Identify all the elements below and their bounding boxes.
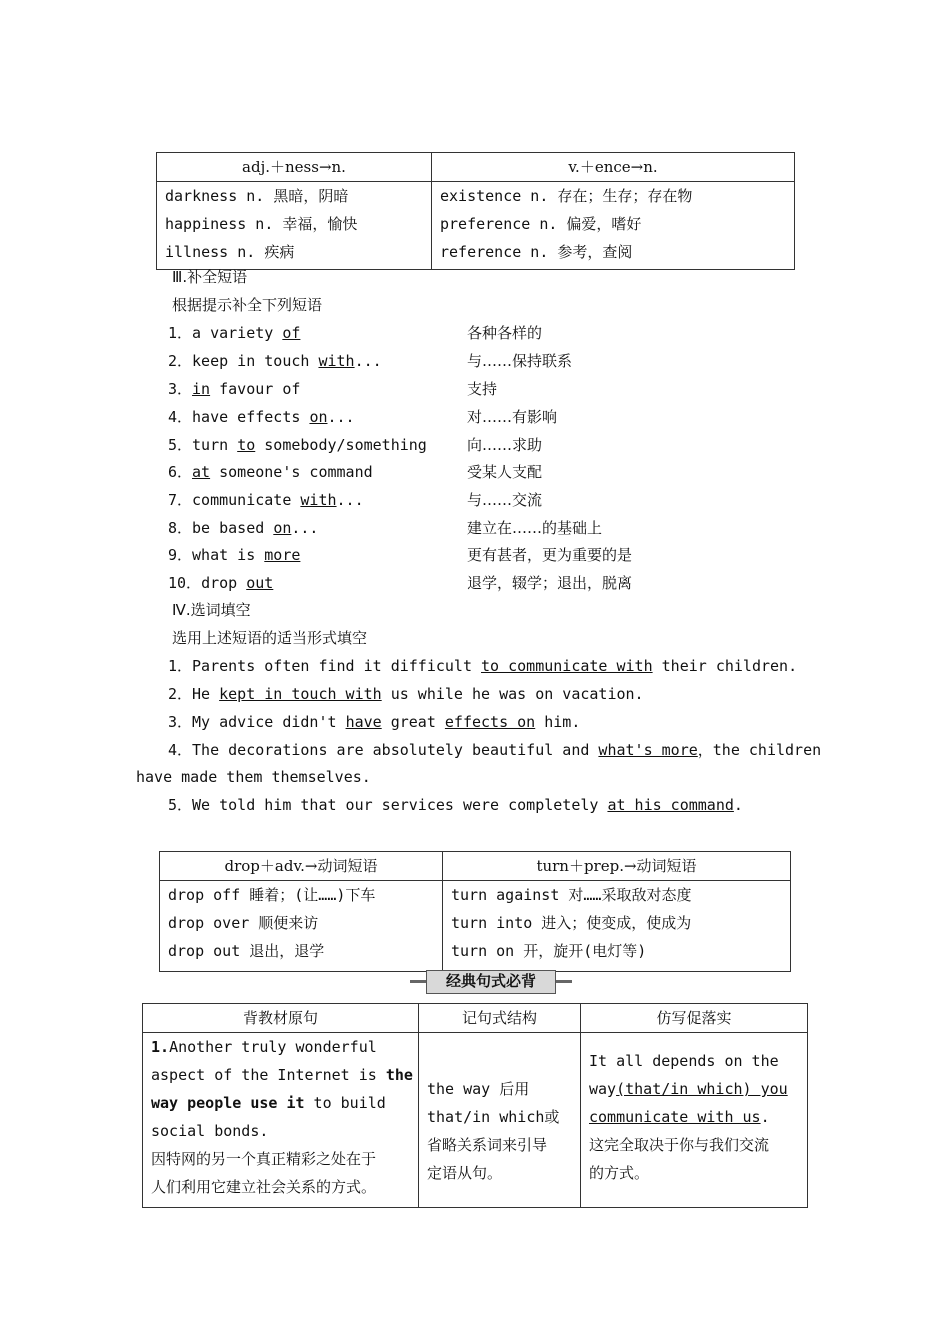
word-entry: darkness n. 黑暗，阴暗 — [165, 187, 349, 205]
phrasal-verb-table — [159, 851, 791, 972]
answer: in — [192, 380, 211, 398]
section-4-instruction: 选用上述短语的适当形式填空 — [172, 629, 368, 647]
phrase-meaning: 更有甚者，更为重要的是 — [467, 546, 633, 564]
answer: on — [309, 408, 328, 426]
suffix-table-ence-cell — [432, 182, 795, 270]
answer: with — [318, 352, 355, 370]
word-entry: illness n. 疾病 — [165, 243, 295, 261]
fill-sentence-2: 2．He kept in touch with us while he was on vacation. — [168, 685, 644, 703]
banner-right-bar — [556, 980, 572, 983]
word-entry: preference n. 偏爱，嗜好 — [440, 215, 642, 233]
phrase-entry: drop over 顺便来访 — [168, 914, 319, 932]
sentence-table-header-structure: 记句式结构 — [419, 1004, 581, 1033]
section-4-title: Ⅳ.选词填空 — [172, 601, 251, 619]
original-translation: 因特网的另一个真正精彩之处在于 — [151, 1150, 377, 1168]
original-line: aspect of the Internet is the — [151, 1066, 413, 1084]
phrase-entry: drop off 睡着；(让……)下车 — [168, 886, 376, 904]
phrasal-table-header-drop: drop＋adv.→动词短语 — [160, 852, 443, 881]
phrase-entry: turn against 对……采取敌对态度 — [451, 886, 692, 904]
structure-line: that/in which或 — [427, 1108, 560, 1126]
phrase-meaning: 支持 — [467, 380, 498, 398]
answer: at his command — [607, 796, 734, 814]
answer: at — [192, 463, 211, 481]
answer: on — [273, 519, 292, 537]
answer: more — [264, 546, 301, 564]
phrase-item: 10．drop out — [168, 574, 274, 592]
answer: to — [237, 436, 256, 454]
answer: communicate with us — [589, 1108, 761, 1126]
phrase-meaning: 建立在……的基础上 — [467, 519, 603, 537]
phrase-meaning: 向……求助 — [467, 436, 543, 454]
phrase-item: 6．at someone's command — [168, 463, 373, 481]
suffix-table — [156, 152, 795, 270]
phrase-item: 1．a variety of — [168, 324, 301, 342]
phrase-item: 7．communicate with... — [168, 491, 364, 509]
practice-translation: 这完全取决于你与我们交流 — [589, 1136, 770, 1154]
phrase-item: 3．in favour of — [168, 380, 301, 398]
phrasal-table-header-turn: turn＋prep.→动词短语 — [443, 852, 791, 881]
phrasal-table-drop-cell — [160, 881, 443, 972]
practice-translation: 的方式。 — [589, 1164, 650, 1182]
structure-line: 定语从句。 — [427, 1164, 503, 1182]
word-entry: existence n. 存在；生存；存在物 — [440, 187, 693, 205]
original-line: way people use it to build — [151, 1094, 386, 1112]
answer: out — [246, 574, 274, 592]
suffix-table-header-ence: v.＋ence→n. — [432, 153, 795, 182]
section-banner — [408, 970, 574, 992]
answer: (that/in which) you — [616, 1080, 788, 1098]
fill-sentence-1: 1．Parents often find it difficult to communicate with their children. — [168, 657, 798, 675]
answer: have — [345, 713, 382, 731]
phrasal-table-turn-cell — [443, 881, 791, 972]
answer: with — [300, 491, 337, 509]
original-line: 1.Another truly wonderful — [151, 1038, 377, 1056]
phrase-meaning: 与……保持联系 — [467, 352, 573, 370]
phrase-entry: turn into 进入；使变成，使成为 — [451, 914, 692, 932]
original-line: social bonds. — [151, 1122, 269, 1140]
banner-left-bar — [410, 980, 426, 983]
practice-cell — [581, 1033, 808, 1208]
answer: of — [282, 324, 301, 342]
practice-line: way(that/in which) you — [589, 1080, 788, 1098]
section-3-title: Ⅲ.补全短语 — [172, 268, 248, 286]
answer: what's more — [598, 741, 698, 759]
original-translation: 人们利用它建立社会关系的方式。 — [151, 1178, 377, 1196]
phrase-meaning: 与……交流 — [467, 491, 543, 509]
word-entry: happiness n. 幸福，愉快 — [165, 215, 358, 233]
phrase-entry: turn on 开，旋开(电灯等) — [451, 942, 647, 960]
sentence-table-header-practice: 仿写促落实 — [581, 1004, 808, 1033]
fill-sentence-4: 4．The decorations are absolutely beautiful and what's more，the children — [168, 741, 822, 759]
practice-line: It all depends on the — [589, 1052, 779, 1070]
phrase-item: 5．turn to somebody/something — [168, 436, 427, 454]
answer: to communicate with — [481, 657, 653, 675]
word-entry: reference n. 参考，查阅 — [440, 243, 633, 261]
phrase-entry: drop out 退出，退学 — [168, 942, 325, 960]
practice-line: communicate with us. — [589, 1108, 770, 1126]
sentence-pattern-table — [142, 1003, 808, 1208]
banner-title: 经典句式必背 — [426, 970, 556, 994]
phrase-meaning: 对……有影响 — [467, 408, 558, 426]
phrase-item: 8．be based on... — [168, 519, 319, 537]
suffix-table-ness-cell — [157, 182, 432, 270]
structure-cell — [419, 1033, 581, 1208]
suffix-table-header-ness: adj.＋ness→n. — [157, 153, 432, 182]
phrase-item: 2．keep in touch with... — [168, 352, 382, 370]
phrase-meaning: 受某人支配 — [467, 463, 543, 481]
phrase-meaning: 退学，辍学；退出，脱离 — [467, 574, 633, 592]
fill-sentence-4-continued: have made them themselves. — [136, 768, 371, 786]
structure-line: 省略关系词来引导 — [427, 1136, 548, 1154]
structure-line: the way 后用 — [427, 1080, 530, 1098]
original-sentence-cell — [143, 1033, 419, 1208]
fill-sentence-3: 3．My advice didn't have great effects on him. — [168, 713, 581, 731]
section-3-instruction: 根据提示补全下列短语 — [172, 296, 323, 314]
answer: effects on — [444, 713, 536, 731]
phrase-item: 4．have effects on... — [168, 408, 355, 426]
phrase-item: 9．what is more — [168, 546, 301, 564]
fill-sentence-5: 5．We told him that our services were completely at his command. — [168, 796, 743, 814]
phrase-meaning: 各种各样的 — [467, 324, 543, 342]
answer: kept in touch with — [219, 685, 382, 703]
sentence-table-header-original: 背教材原句 — [143, 1004, 419, 1033]
